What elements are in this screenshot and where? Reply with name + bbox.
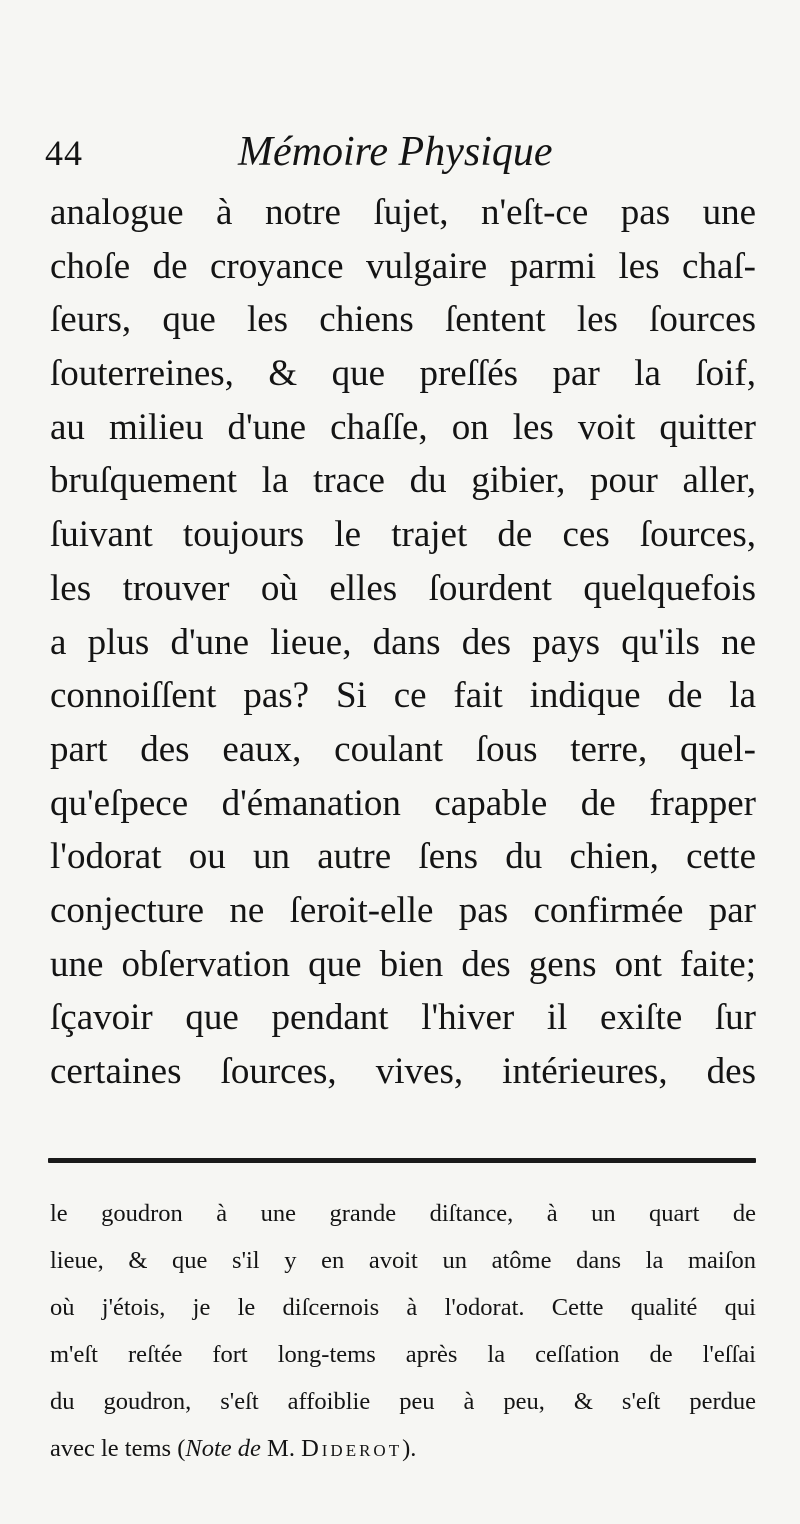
footnote-line: du goudron, s'eſt affoiblie peu à peu, & s'eſt perdue (50, 1388, 756, 1415)
note-label: Note de (185, 1435, 261, 1462)
footnote (50, 1190, 756, 1472)
text-line: une obſervation que bien des gens ont faite; (50, 943, 756, 985)
footnote-last-line-start: avec le tems ( (50, 1435, 186, 1462)
text-line: bruſquement la trace du gibier, pour aller, (50, 460, 756, 502)
text-line: part des eaux, coulant ſous terre, quel- (50, 728, 756, 770)
text-line: conjecture ne ſeroit-elle pas confirmée par (50, 889, 756, 931)
text-line: ſçavoir que pendant l'hiver il exiſte ſur (50, 997, 756, 1039)
running-title: Mémoire Physique (238, 129, 553, 175)
text-line: choſe de croyance vulgaire parmi les chaſ- (50, 245, 756, 287)
footnote-divider (48, 1158, 756, 1163)
page-header (0, 128, 800, 188)
footnote-last-line-end: ). (402, 1435, 417, 1462)
text-line: certaines ſources, vives, intérieures, des (50, 1051, 756, 1092)
footnote-line: lieue, & que s'il y en avoit un atôme dans la maiſon (50, 1247, 756, 1274)
text-line: l'odorat ou un autre ſens du chien, cette (50, 836, 756, 878)
text-line: a plus d'une lieue, dans des pays qu'ils ne (50, 621, 756, 663)
footnote-last-line (50, 1425, 756, 1472)
text-line: connoiſſent pas? Si ce fait indique de la (50, 675, 756, 717)
text-line: qu'eſpece d'émanation capable de frapper (50, 782, 756, 824)
text-line: analogue à notre ſujet, n'eſt-ce pas une (50, 192, 756, 233)
footnote-line: le goudron à une grande diſtance, à un quart de (50, 1200, 756, 1227)
footnote-line: m'eſt reſtée fort long-tems après la ceſſation de l'eſſai (50, 1341, 756, 1368)
author-prefix: M. (267, 1435, 295, 1462)
footnote-line: où j'étois, je le diſcernois à l'odorat. Cette qualité qui (50, 1294, 756, 1321)
body-text (50, 186, 756, 1099)
text-line: ſuivant toujours le trajet de ces ſources, (50, 514, 756, 556)
text-line: les trouver où elles ſourdent quelquefois (50, 567, 756, 609)
page-number: 44 (45, 133, 83, 173)
text-line: au milieu d'une chaſſe, on les voit quitter (50, 406, 756, 448)
text-line: ſeurs, que les chiens ſentent les ſources (50, 299, 756, 341)
author-name: Diderot (301, 1435, 403, 1462)
text-line: ſouterreines, & que preſſés par la ſoif, (50, 353, 756, 395)
